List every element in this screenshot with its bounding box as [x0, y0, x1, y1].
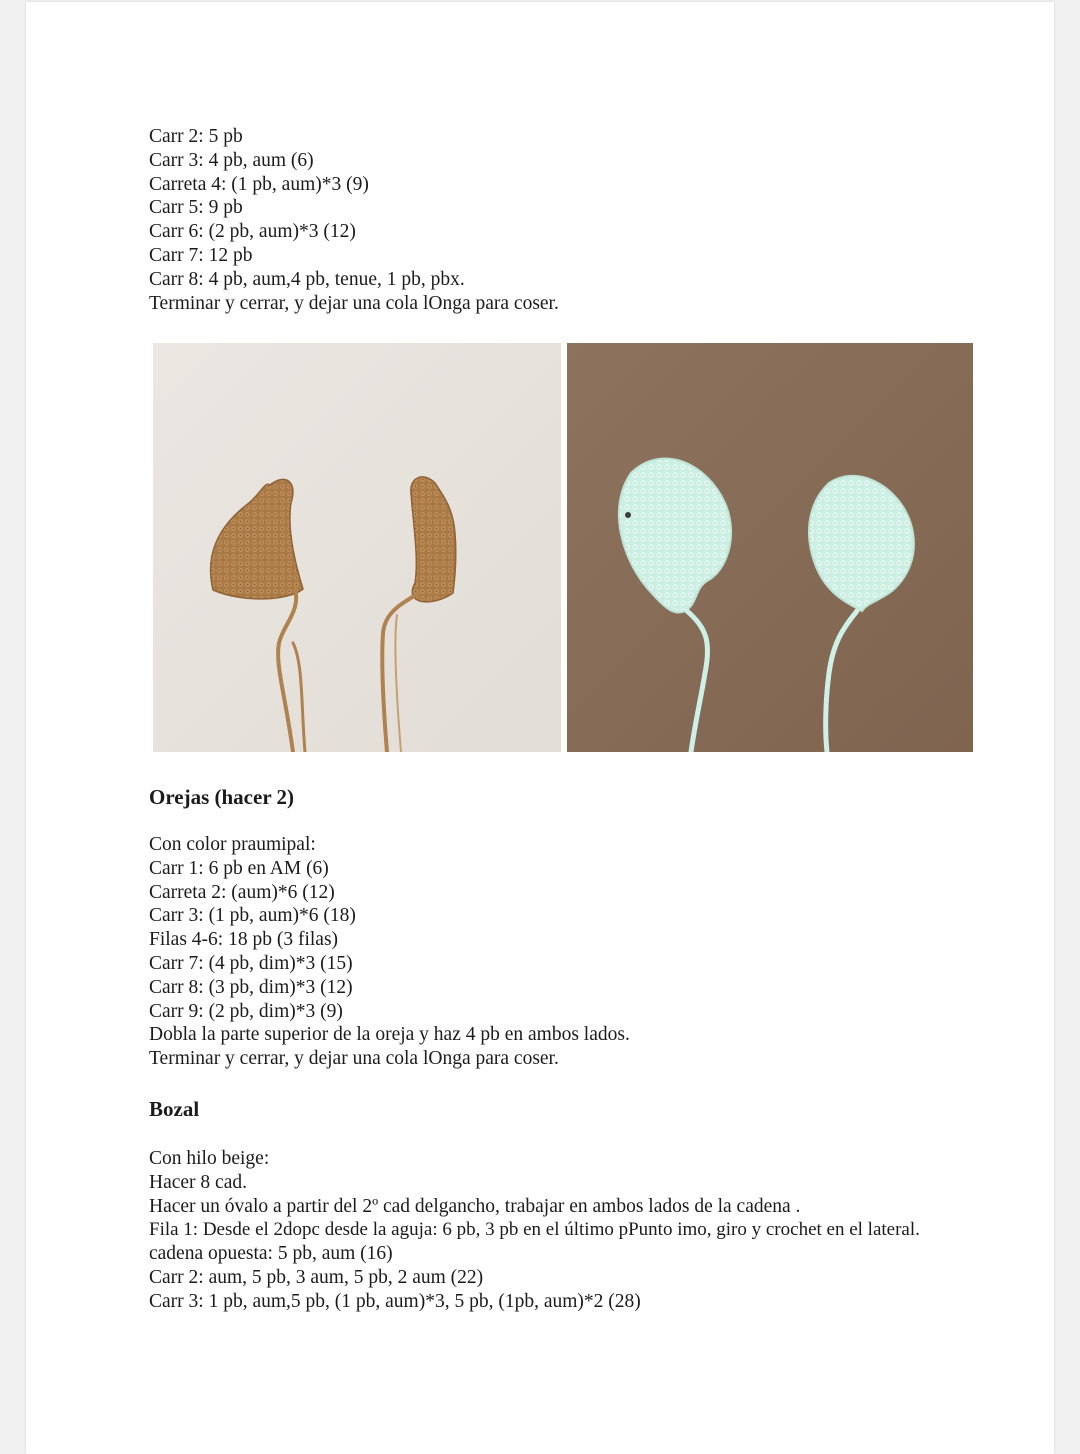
instruction-line: Hacer 8 cad.	[149, 1171, 247, 1193]
instruction-line: Carr 2: aum, 5 pb, 3 aum, 5 pb, 2 aum (22)	[149, 1266, 484, 1288]
instruction-line: Carr 5: 9 pb	[149, 197, 243, 219]
instruction-line: Carr 7: (4 pb, dim)*3 (15)	[149, 952, 353, 974]
instruction-line: Carr 8: (3 pb, dim)*3 (12)	[149, 976, 353, 998]
instruction-line: Carr 3: 4 pb, aum (6)	[149, 149, 314, 171]
instruction-line: Fila 1: Desde el 2dopc desde la aguja: 6 pb, 3 pb en el último pPunto imo, giro y crochet en el lateral.	[149, 1219, 920, 1241]
instruction-line: Hacer un óvalo a partir del 2º cad delgancho, trabajar en ambos lados de la cadena .	[149, 1195, 801, 1217]
instruction-line: cadena opuesta: 5 pb, aum (16)	[149, 1243, 393, 1265]
orejas-instructions	[149, 833, 630, 1071]
bozal-section	[149, 1096, 199, 1122]
instruction-line: Carr 7: 12 pb	[149, 244, 253, 266]
instruction-line: Carr 6: (2 pb, aum)*3 (12)	[149, 221, 356, 243]
instruction-line: Con hilo beige:	[149, 1148, 270, 1169]
mint-ears-photo	[567, 343, 975, 752]
instruction-line: Terminar y cerrar, y dejar una cola lOnga para coser.	[149, 292, 559, 314]
bozal-instructions	[149, 1147, 920, 1314]
photo-row	[153, 343, 973, 752]
instruction-line: Carr 1: 6 pb en AM (6)	[149, 857, 329, 879]
instruction-line: Dobla la parte superior de la oreja y haz 4 pb en ambos lados.	[149, 1024, 630, 1046]
bozal-heading: Bozal	[149, 1097, 200, 1121]
instruction-line: Carr 3: 1 pb, aum,5 pb, (1 pb, aum)*3, 5 pb, (1pb, aum)*2 (28)	[149, 1290, 641, 1312]
orejas-section	[149, 784, 294, 810]
brown-ears-photo	[153, 343, 561, 752]
instruction-line: Filas 4-6: 18 pb (3 filas)	[149, 929, 339, 951]
instruction-line: Carr 2: 5 pb	[149, 126, 243, 147]
instruction-line: Carr 3: (1 pb, aum)*6 (18)	[149, 905, 356, 927]
orejas-heading: Orejas (hacer 2)	[149, 785, 295, 809]
top-instructions	[149, 125, 559, 315]
instruction-line: Terminar y cerrar, y dejar una cola lOnga para coser.	[149, 1048, 559, 1070]
instruction-line: Carr 9: (2 pb, dim)*3 (9)	[149, 1000, 343, 1022]
instruction-line: Con color praumipal:	[149, 834, 316, 855]
instruction-line: Carr 8: 4 pb, aum,4 pb, tenue, 1 pb, pbx.	[149, 268, 465, 290]
instruction-line: Carreta 2: (aum)*6 (12)	[149, 881, 335, 903]
instruction-line: Carreta 4: (1 pb, aum)*3 (9)	[149, 173, 369, 195]
